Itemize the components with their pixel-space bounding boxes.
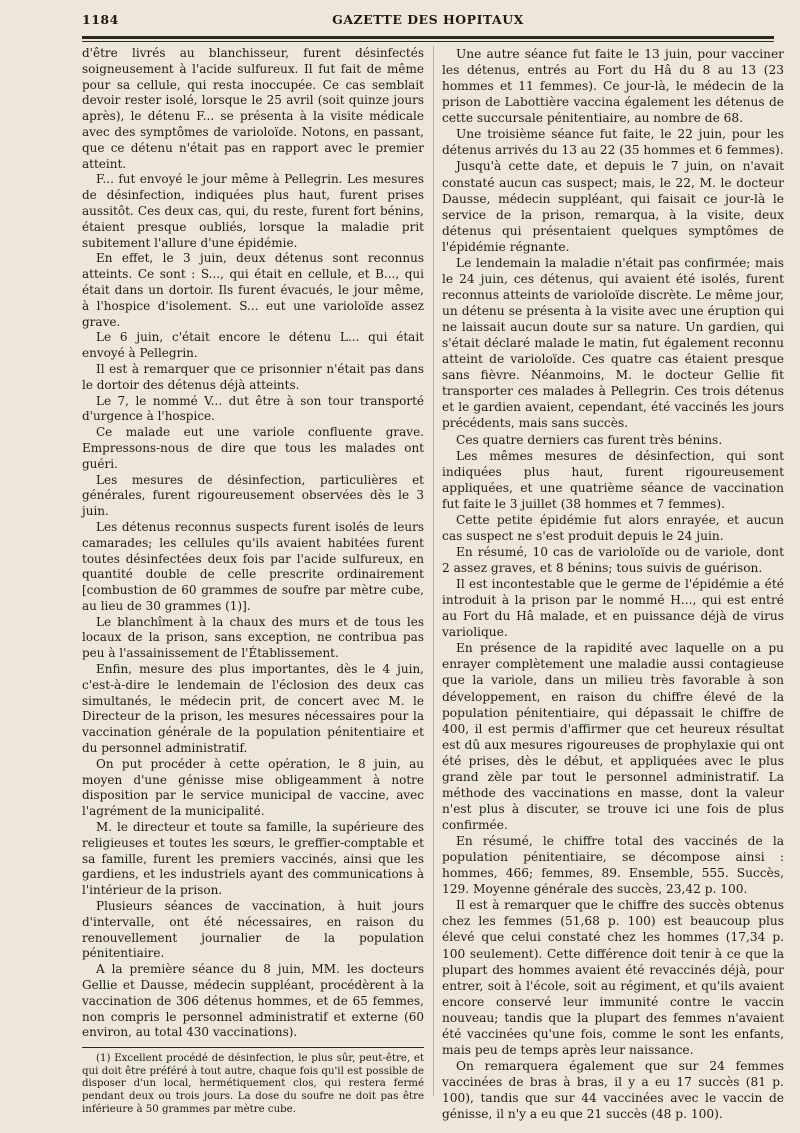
header-rule-thin bbox=[82, 41, 774, 42]
page-number: 1184 bbox=[82, 12, 119, 27]
right-column bbox=[442, 46, 784, 1122]
paragraph: Plusieurs séances de vaccination, à huit jours d'intervalle, ont été nécessaires, en raison du renouvellement journalier de la population pénitentiaire. bbox=[82, 899, 424, 961]
paragraph: Enfin, mesure des plus importantes, dès le 4 juin, c'est-à-dire le lendemain de l'éclosion des deux cas simultanés, le médecin prit, de concert avec M. le Directeur de la prison, les mesures nécessaires pour la vaccination générale de la population pénitentiaire et du personnel administratif. bbox=[82, 662, 424, 756]
paragraph: En résumé, le chiffre total des vaccinés de la population pénitentiaire, se décompose ainsi : hommes, 466; femmes, 89. Ensemble, 555. Succès, 129. Moyenne générale des succès, 23,42 p. 100. bbox=[442, 834, 784, 897]
paragraph: Ce malade eut une variole confluente grave. Empressons-nous de dire que tous les malades ont guéri. bbox=[82, 425, 424, 471]
paragraph: Le blanchîment à la chaux des murs et de tous les locaux de la prison, sans exception, ne contribua pas peu à l'assainissement de l'Établissement. bbox=[82, 614, 424, 661]
paragraph: Une autre séance fut faite le 13 juin, pour vacciner les détenus, entrés au Fort du Hâ du 8 au 13 (23 hommes et 11 femmes). Ce jour-là, le médecin de la prison de Labottière vaccina également les détenus de cette succursale pénitentiaire, au nombre de 68. bbox=[442, 47, 784, 126]
paragraph: Il est à remarquer que ce prisonnier n'était pas dans le dortoir des détenus déjà atteints. bbox=[82, 361, 424, 392]
column-divider bbox=[433, 46, 434, 1096]
paragraph: Cette petite épidémie fut alors enrayée, et aucun cas suspect ne s'est produit depuis le 24 juin. bbox=[442, 512, 784, 543]
footnote: (1) Excellent procédé de désinfection, le plus sûr, peut-être, et qui doit être préféré à tout autre, chaque fois qu'il est possible de disposer d'un local, hermétiquement clos, qui restera fermé pendant deux ou trois jours. La dose du soufre ne doit pas être inférieure à 50 grammes par mètre cube. bbox=[82, 1053, 424, 1115]
paragraph: Le lendemain la maladie n'était pas confirmée; mais le 24 juin, ces détenus, qui avaient été isolés, furent reconnus atteints de varioloïde discrète. Le même jour, un détenu se présenta à la visite avec une éruption qui ne laissait aucun doute sur sa nature. Un gardien, qui s'était déclaré malade le matin, fut également reconnu atteint de varioloïde. Ces quatre cas étaient presque sans fièvre. Néanmoins, M. le docteur Gellie fit transporter ces malades à Pellegrin. Ces trois détenus et le gardien avaient, cependant, été vaccinés les jours précédents, mais sans succès. bbox=[442, 255, 784, 431]
paragraph: Le 6 juin, c'était encore le détenu L... qui était envoyé à Pellegrin. bbox=[82, 330, 424, 361]
header-rule-thick bbox=[82, 36, 774, 39]
page-header bbox=[82, 12, 774, 30]
paragraph: Il est incontestable que le germe de l'épidémie a été introduit à la prison par le nommé H..., qui est entré au Fort du Hâ malade, et en puissance déjà de virus variolique. bbox=[442, 577, 784, 640]
paragraph: On put procéder à cette opération, le 8 juin, au moyen d'une génisse mise obligeamment à notre disposition par le service municipal de vaccine, avec l'agrément de la municipalité. bbox=[82, 756, 424, 819]
paragraph: En résumé, 10 cas de varioloïde ou de variole, dont 2 assez graves, et 8 bénins; tous suivis de guérison. bbox=[442, 544, 784, 575]
left-column bbox=[82, 46, 424, 1116]
journal-title: GAZETTE DES HOPITAUX bbox=[332, 12, 524, 27]
paragraph: Les mesures de désinfection, particulières et générales, furent rigoureusement observées dès le 3 juin. bbox=[82, 472, 424, 519]
paragraph: Les mêmes mesures de désinfection, qui sont indiquées plus haut, furent rigoureusement appliquées, et une quatrième séance de vaccination fut faite le 3 juillet (38 hommes et 7 femmes). bbox=[442, 448, 784, 511]
paragraph: On remarquera également que sur 24 femmes vaccinées de bras à bras, il y a eu 17 succès (81 p. 100), tandis que sur 44 vaccinées avec le vaccin de génisse, il n'y a eu que 21 succès (48 p. 100). bbox=[442, 1058, 784, 1122]
paragraph: Ces quatre derniers cas furent très bénins. bbox=[456, 432, 723, 447]
paragraph: d'être livrés au blanchisseur, furent désinfectés soigneusement à l'acide sulfureux. Il fut fait de même pour sa cellule, qui resta inoccupée. Ce cas semblait devoir rester isolé, lorsque le 25 avril (soit quinze jours après), le détenu F... se présenta à la visite médicale avec des symptômes de varioloïde. Notons, en passant, que ce détenu n'était pas en rapport avec le premier atteint. bbox=[82, 46, 424, 171]
paragraph: Il est à remarquer que le chiffre des succès obtenus chez les femmes (51,68 p. 100) est beaucoup plus élevé que celui constaté chez les hommes (17,34 p. 100 seulement). Cette différence doit tenir à ce que la plupart des hommes avaient été revaccinés déjà, pour entrer, soit à l'école, soit au régiment, et qu'ils avaient encore conservé leur immunité contre le vaccin nouveau; tandis que la plupart des femmes n'avaient été vaccinées qu'une fois, comme le sont les enfants, mais peu de temps après leur naissance. bbox=[442, 898, 784, 1057]
paragraph: Une troisième séance fut faite, le 22 juin, pour les détenus arrivés du 13 au 22 (35 hommes et 6 femmes). bbox=[442, 127, 784, 158]
paragraph: F... fut envoyé le jour même à Pellegrin. Les mesures de désinfection, indiquées plus haut, furent prises aussitôt. Ces deux cas, qui, du reste, furent fort bénins, étaient presque oubliés, lorsque la maladie prit subitement l'allure d'une épidémie. bbox=[82, 172, 424, 250]
paragraph: Les détenus reconnus suspects furent isolés de leurs camarades; les cellules qu'ils avaient habitées furent toutes désinfectées deux fois par l'acide sulfureux, en quantité double de celle prescrite ordinairement [combustion de 60 grammes de soufre par mètre cube, au lieu de 30 grammes (1)]. bbox=[82, 519, 424, 613]
paragraph: M. le directeur et toute sa famille, la supérieure des religieuses et toutes les sœurs, le greffier-comptable et sa famille, furent les premiers vaccinés, ainsi que les gardiens, et les industriels ayant des communications à l'intérieur de la prison. bbox=[82, 820, 424, 898]
paragraph: En effet, le 3 juin, deux détenus sont reconnus atteints. Ce sont : S..., qui était en cellule, et B..., qui était dans un dortoir. Ils furent évacués, le jour même, à l'hospice d'isolement. S... eut une varioloïde assez grave. bbox=[82, 251, 424, 329]
paragraph: Le 7, le nommé V... dut être à son tour transporté d'urgence à l'hospice. bbox=[82, 393, 424, 424]
paragraph: Jusqu'à cette date, et depuis le 7 juin, on n'avait constaté aucun cas suspect; mais, le 22, M. le docteur Dausse, médecin suppléant, qui faisait ce jour-là le service de la prison, remarqua, à la visite, deux détenus qui présentaient quelques symptômes de l'épidémie régnante. bbox=[442, 159, 784, 254]
footnote-rule bbox=[82, 1047, 424, 1048]
paragraph: En présence de la rapidité avec laquelle on a pu enrayer complètement une maladie aussi contagieuse que la variole, dans un milieu très favorable à son développement, en raison du chiffre élevé de la population pénitentiaire, qui dépassait le chiffre de 400, il est permis d'affirmer que cet heureux résultat est dû aux mesures rigoureuses de prophylaxie qui ont été prises, dès le début, et appliquées avec le plus grand zèle par tout le personnel administratif. La méthode des vaccinations en masse, dont la valeur n'est plus à discuter, se trouve ici une fois de plus confirmée. bbox=[442, 641, 784, 832]
paragraph: A la première séance du 8 juin, MM. les docteurs Gellie et Dausse, médecin suppléant, procédèrent à la vaccination de 306 détenus hommes, et de 65 femmes, non compris le personnel administratif et externe (60 environ, au total 430 vaccinations). bbox=[82, 962, 424, 1040]
